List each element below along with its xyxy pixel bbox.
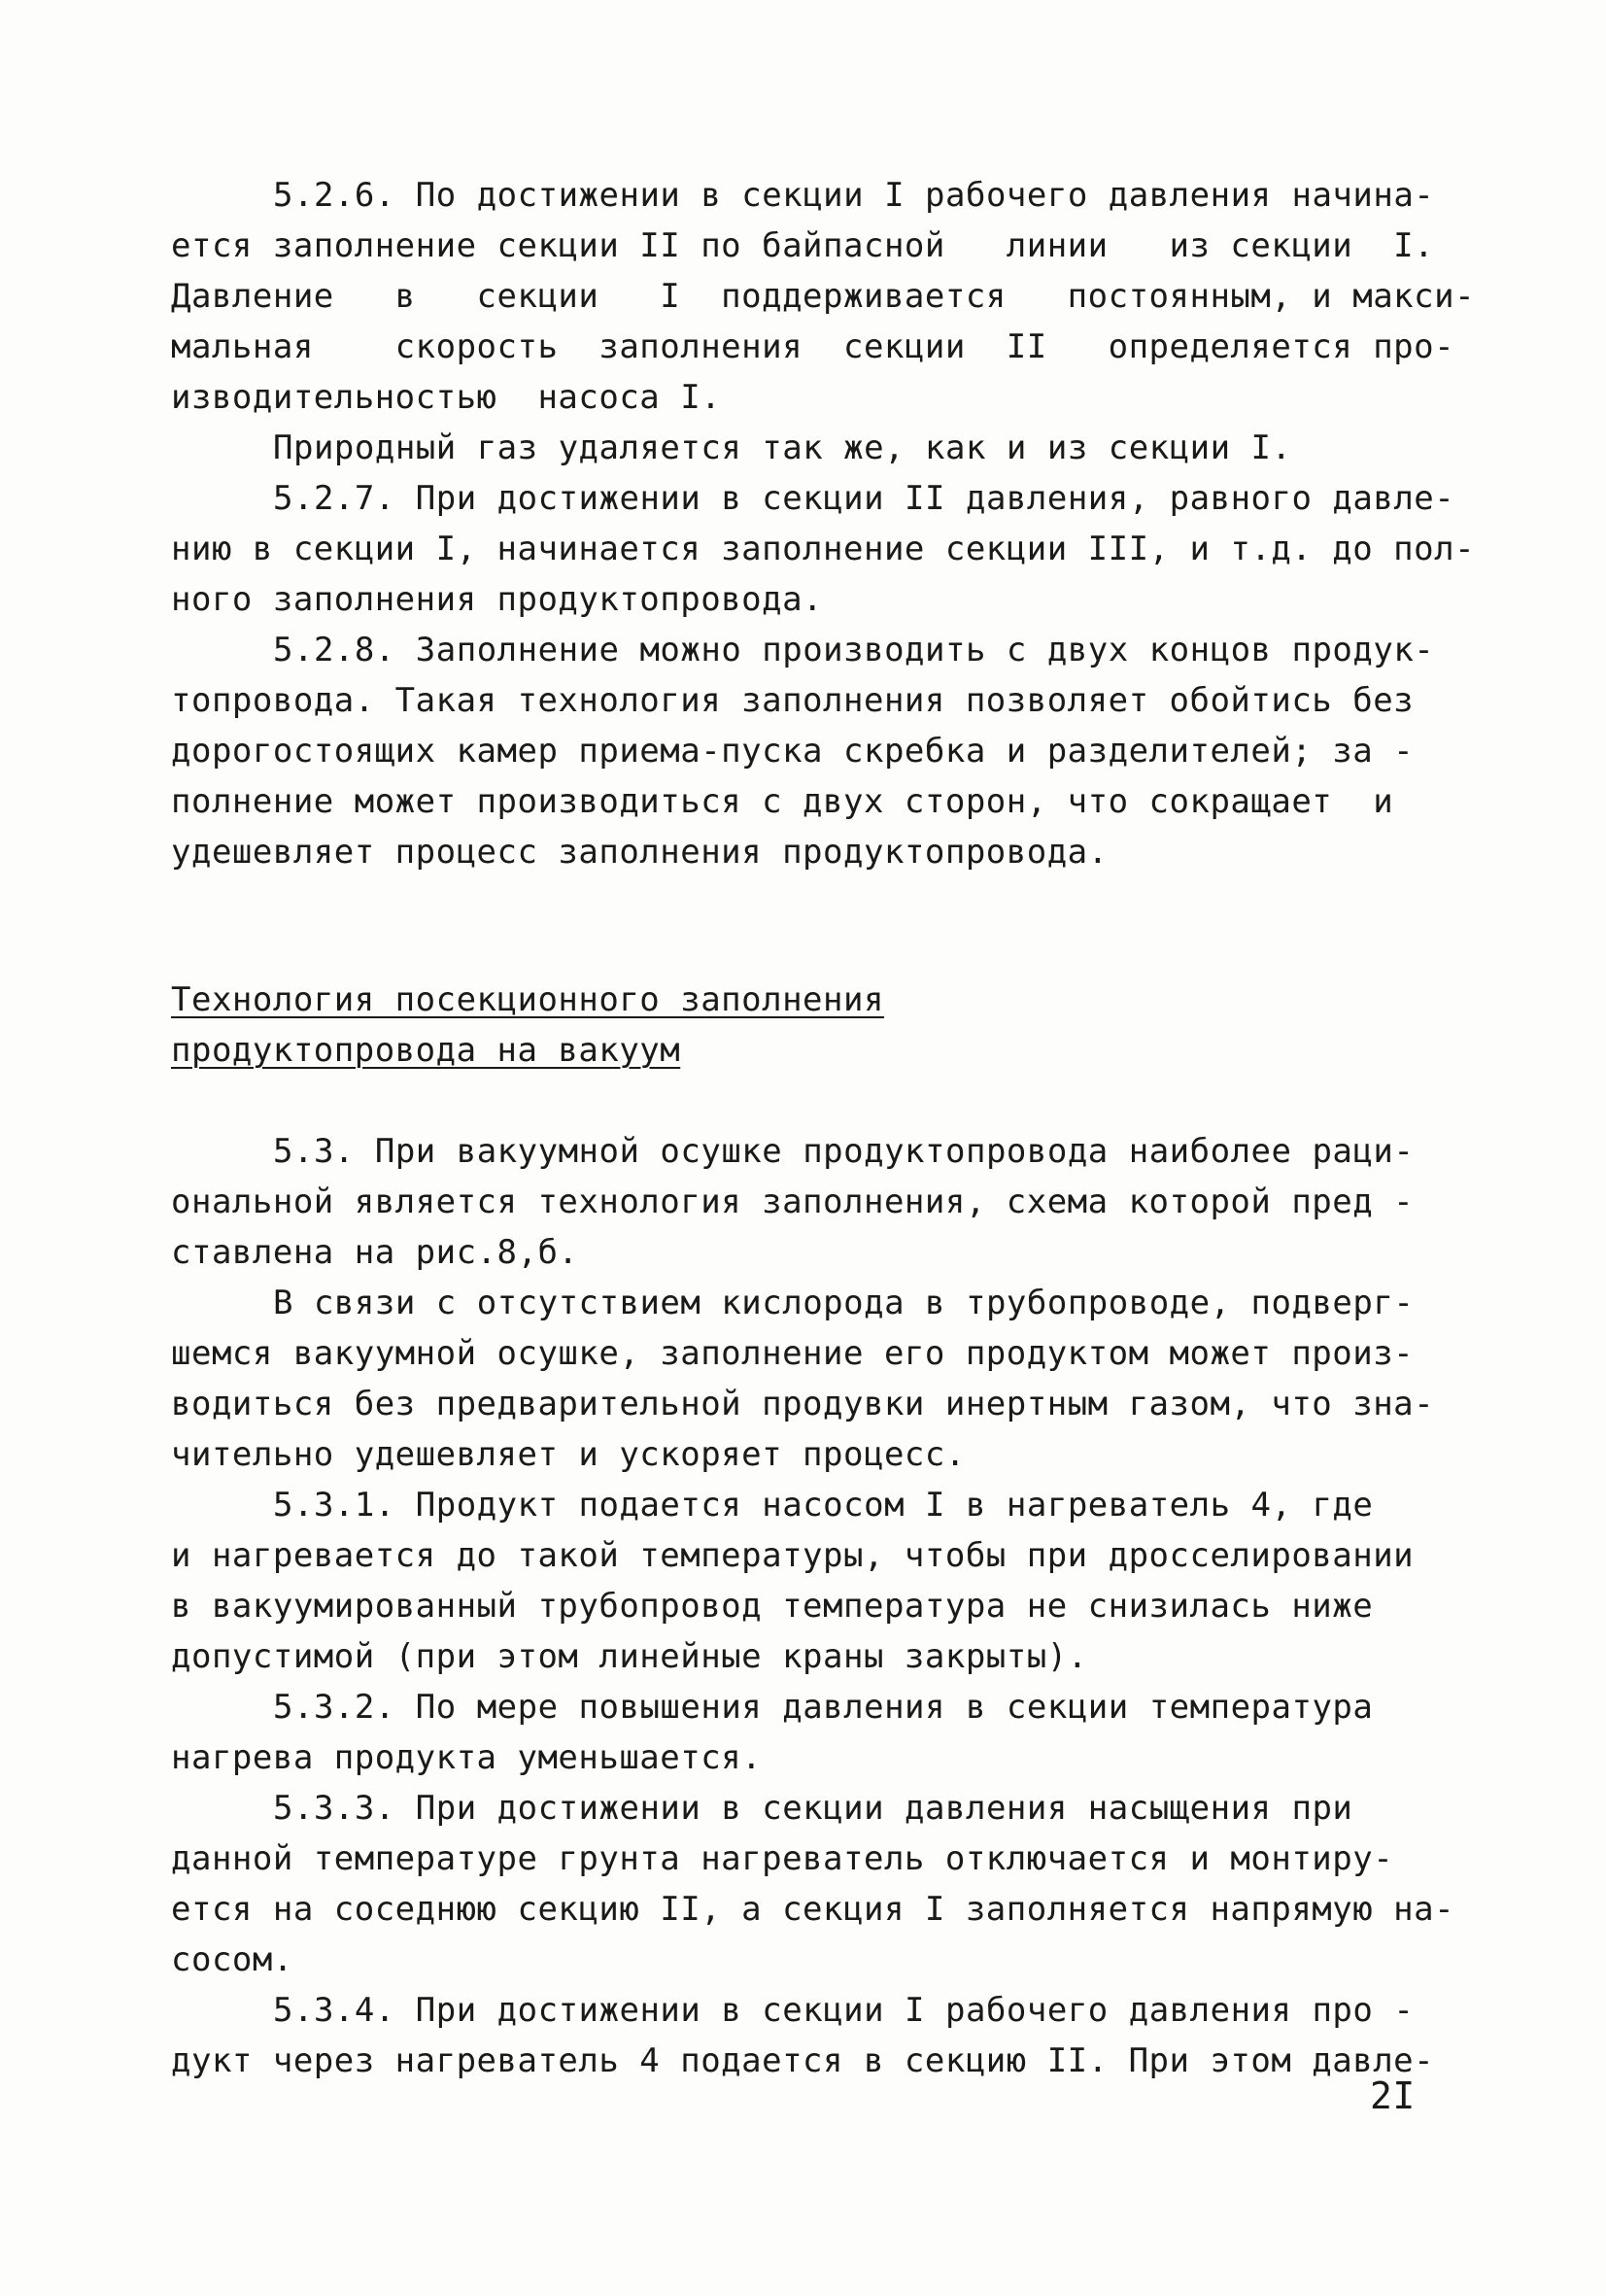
paragraph-line: 5.3. При вакуумной осушке продуктопровода наиболее раци- [273,1132,1415,1171]
paragraph-line: топровода. Такая технология заполнения позволяет обойтись без [171,681,1415,720]
paragraph-line: шемся вакуумной осушке, заполнение его продуктом может произ- [171,1334,1415,1373]
paragraph-line: 5.3.1. Продукт подается насосом I в нагреватель 4, где [273,1486,1374,1525]
paragraph-line: и нагревается до такой температуры, чтобы при дросселировании [171,1536,1415,1575]
paragraph-line: изводительностью насоса I. [171,378,722,417]
paragraph-line: 5.2.8. Заполнение можно производить с двух концов продук- [273,631,1435,669]
paragraph-line: данной температуре грунта нагреватель отключается и монтиру- [171,1839,1394,1878]
paragraph-line: дукт через нагреватель 4 подается в секцию II. При этом давле- [171,2041,1435,2080]
paragraph-line: в вакуумированный трубопровод температура не снизилась ниже [171,1587,1374,1626]
paragraph-line: В связи с отсутствием кислорода в трубопроводе, подверг- [273,1284,1415,1322]
paragraph-line: ональной является технология заполнения, схема которой пред - [171,1182,1415,1221]
paragraph-line: чительно удешевляет и ускоряет процесс. [171,1435,966,1474]
paragraph-line: дорогостоящих камер приема-пуска скребка и разделителей; за - [171,732,1415,771]
paragraph-line: ставлена на рис.8,б. [171,1233,579,1272]
paragraph-line: мальная скорость заполнения секции II определяется про- [171,327,1455,366]
paragraph-line: Природный газ удаляется так же, как и из секции I. [273,428,1292,467]
paragraph-line: ется заполнение секции II по байпасной линии из секции I. [171,226,1435,265]
paragraph-line: удешевляет процесс заполнения продуктопровода. [171,833,1109,872]
paragraph-line: сосом. [171,1940,293,1979]
paragraph-line: полнение может производиться с двух сторон, что сокращает и [171,782,1394,821]
paragraph-line: Давление в секции I поддерживается постоянным, и макси- [171,277,1476,316]
heading-line-1: Технология посекционного заполнения [171,980,884,1019]
paragraph-line: 5.3.4. При достижении в секции I рабочего давления про - [273,1991,1415,2030]
paragraph-line: нию в секции I, начинается заполнение секции III, и т.д. до пол- [171,530,1476,568]
paragraph-line: водиться без предварительной продувки инертным газом, что зна- [171,1385,1435,1423]
paragraph-line: 5.3.2. По мере повышения давления в секции температура [273,1688,1374,1727]
paragraph-line: 5.2.6. По достижении в секции I рабочего давления начина- [273,176,1435,215]
paragraph-line: ного заполнения продуктопровода. [171,580,824,619]
paragraph-line: ется на соседнюю секцию II, а секция I заполняется напрямую на- [171,1890,1455,1929]
paragraph-line: 5.3.3. При достижении в секции давления насыщения при [273,1789,1353,1828]
paragraph-line: допустимой (при этом линейные краны закрыты). [171,1637,1088,1676]
heading-line-2: продуктопровода на вакуум [171,1031,681,1070]
paragraph-line: нагрева продукта уменьшается. [171,1738,763,1777]
page-number: 2I [1370,2074,1416,2117]
paragraph-line: 5.2.7. При достижении в секции II давления, равного давле- [273,479,1455,518]
